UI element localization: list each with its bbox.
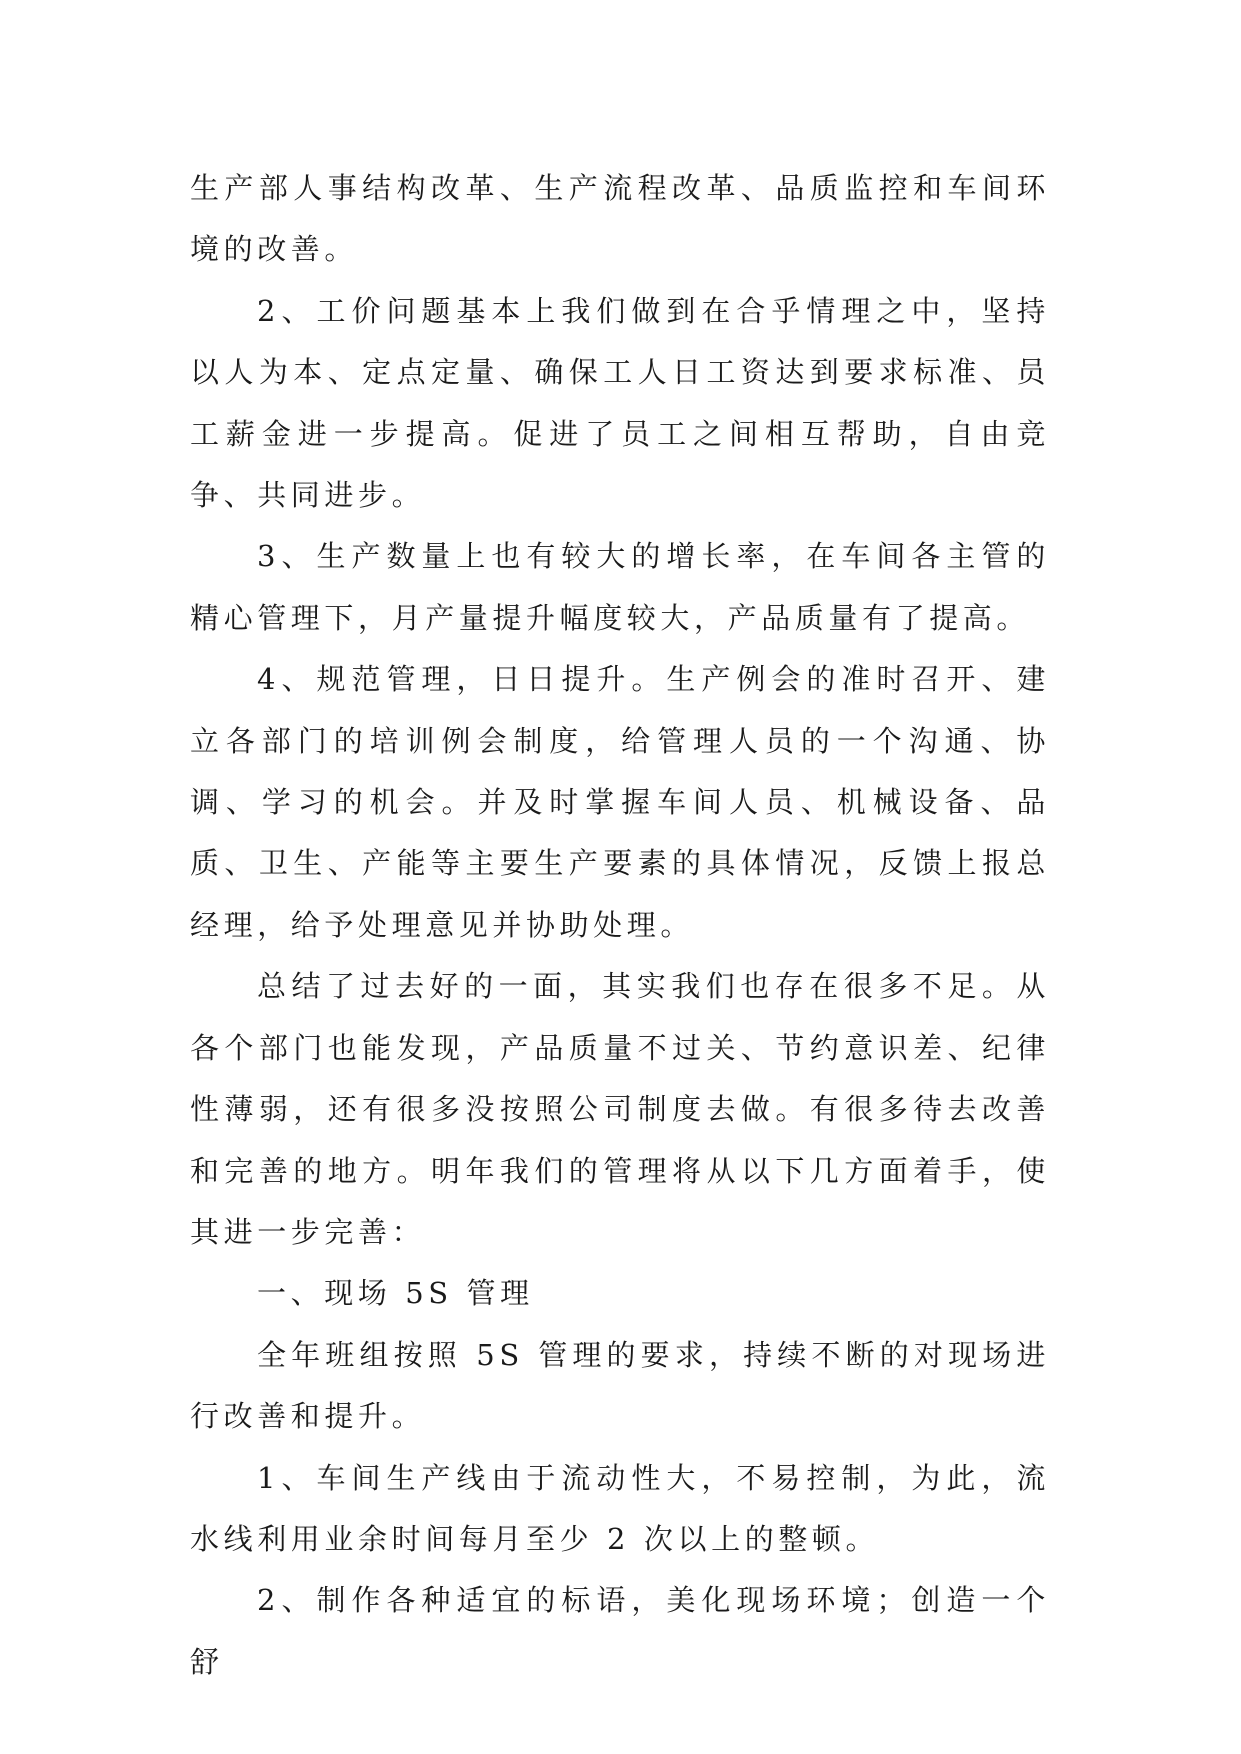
- paragraph-summary: 总结了过去好的一面，其实我们也存在很多不足。从各个部门也能发现，产品质量不过关、节约意识差、纪律性薄弱，还有很多没按照公司制度去做。有很多待去改善和完善的地方。明年我们的管理将从以下几方面着手，使其进一步完善：: [190, 969, 1050, 1249]
- paragraph-continuation: 生产部人事结构改革、生产流程改革、品质监控和车间环境的改善。: [190, 171, 1050, 267]
- document-body: [190, 158, 1050, 1693]
- section-heading-5s: 一、现场 5S 管理: [257, 1276, 534, 1311]
- paragraph-wage-issue: 2、工价问题基本上我们做到在合乎情理之中，坚持以人为本、定点定量、确保工人日工资达到要求标准、员工薪金进一步提高。促进了员工之间相互帮助，自由竞争、共同进步。: [190, 293, 1050, 513]
- paragraph-5s-item-2: 2、制作各种适宜的标语，美化现场环境；创造一个舒: [190, 1583, 1050, 1679]
- paragraph-production-quantity: 3、生产数量上也有较大的增长率，在车间各主管的精心管理下，月产量提升幅度较大，产品质量有了提高。: [190, 539, 1050, 635]
- paragraph-standard-management: 4、规范管理，日日提升。生产例会的准时召开、建立各部门的培训例会制度，给管理人员的一个沟通、协调、学习的机会。并及时掌握车间人员、机械设备、品质、卫生、产能等主要生产要素的具体情况，反馈上报总经理，给予处理意见并协助处理。: [190, 662, 1050, 942]
- paragraph-5s-intro: 全年班组按照 5S 管理的要求，持续不断的对现场进行改善和提升。: [190, 1337, 1050, 1434]
- paragraph-5s-item-1: 1、车间生产线由于流动性大，不易控制，为此，流水线利用业余时间每月至少 2 次以上的整顿。: [190, 1460, 1050, 1556]
